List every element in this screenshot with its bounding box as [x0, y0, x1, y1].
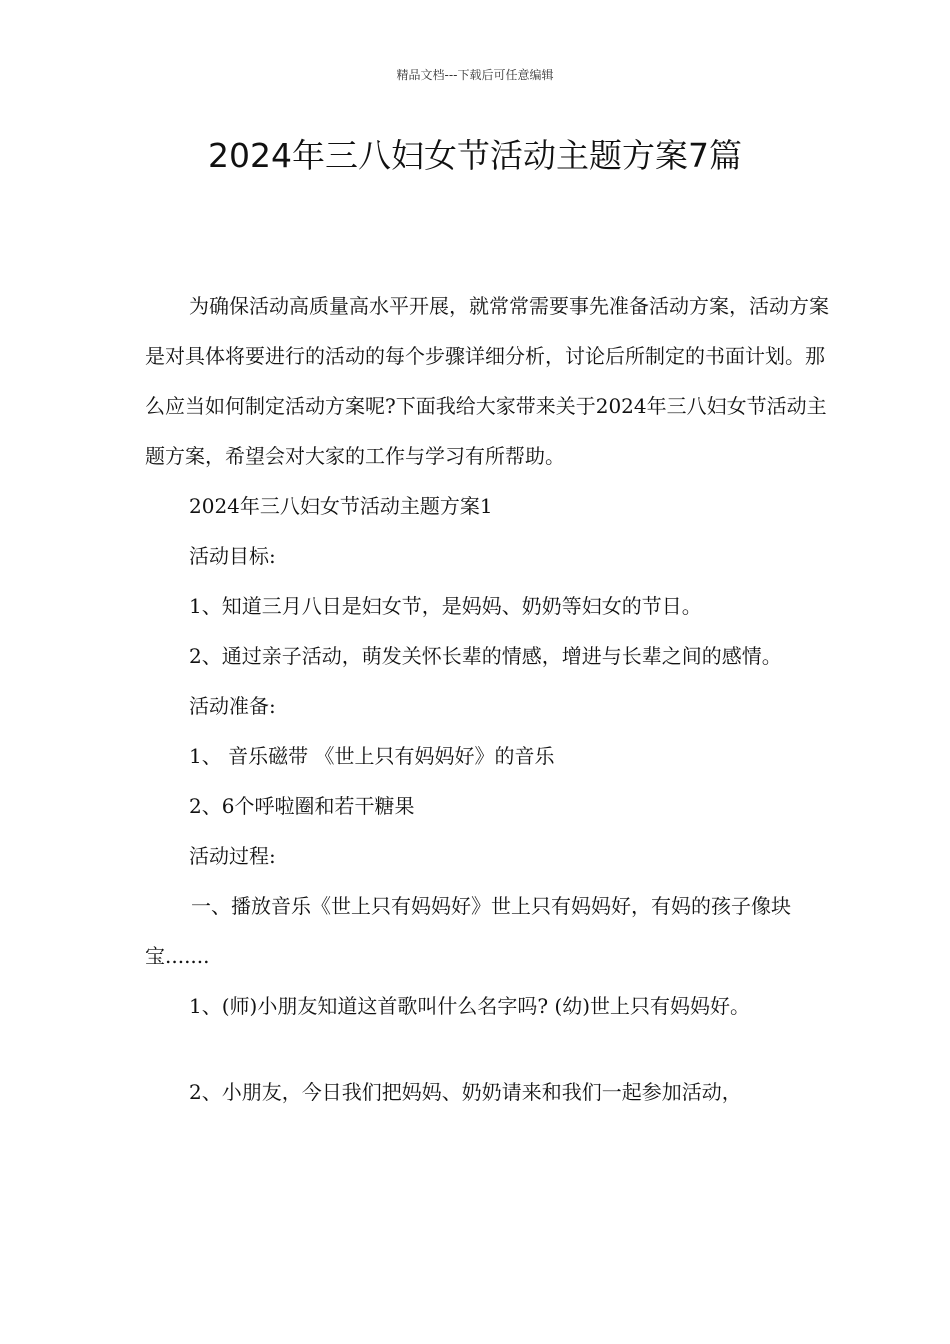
header-note: 精品文档---下载后可任意编辑: [396, 68, 554, 82]
goal-heading: 活动目标:: [189, 544, 276, 568]
prep-heading: 活动准备:: [189, 694, 276, 718]
paragraph-gap: [145, 1031, 835, 1067]
process-intro: 一、播放音乐《世上只有妈妈好》世上只有妈妈好，有妈的孩子像块宝.......: [145, 894, 791, 968]
process-item-1: 1、(师)小朋友知道这首歌叫什么名字吗? (幼)世上只有妈妈好。: [189, 994, 751, 1018]
intro-paragraph: 为确保活动高质量高水平开展，就常常需要事先准备活动方案，活动方案是对具体将要进行的活动的每个步骤详细分析，讨论后所制定的书面计划。那么应当如何制定活动方案呢?下面我给大家带来关于2024年三八妇女节活动主题方案，希望会对大家的工作与学习有所帮助。: [145, 294, 829, 468]
document-body: [145, 281, 835, 1117]
process-heading: 活动过程:: [189, 844, 276, 868]
document-title: 2024年三八妇女节活动主题方案7篇: [208, 136, 742, 175]
prep-item-1: 1、 音乐磁带 《世上只有妈妈好》的音乐: [189, 744, 555, 768]
prep-item-2: 2、6个呼啦圈和若干糖果: [189, 794, 415, 818]
goal-item-2: 2、通过亲子活动，萌发关怀长辈的情感，增进与长辈之间的感情。: [189, 644, 782, 668]
section-title: 2024年三八妇女节活动主题方案1: [189, 494, 493, 518]
goal-item-1: 1、知道三月八日是妇女节，是妈妈、奶奶等妇女的节日。: [189, 594, 702, 618]
process-item-2: 2、小朋友，今日我们把妈妈、奶奶请来和我们一起参加活动，: [189, 1080, 742, 1104]
